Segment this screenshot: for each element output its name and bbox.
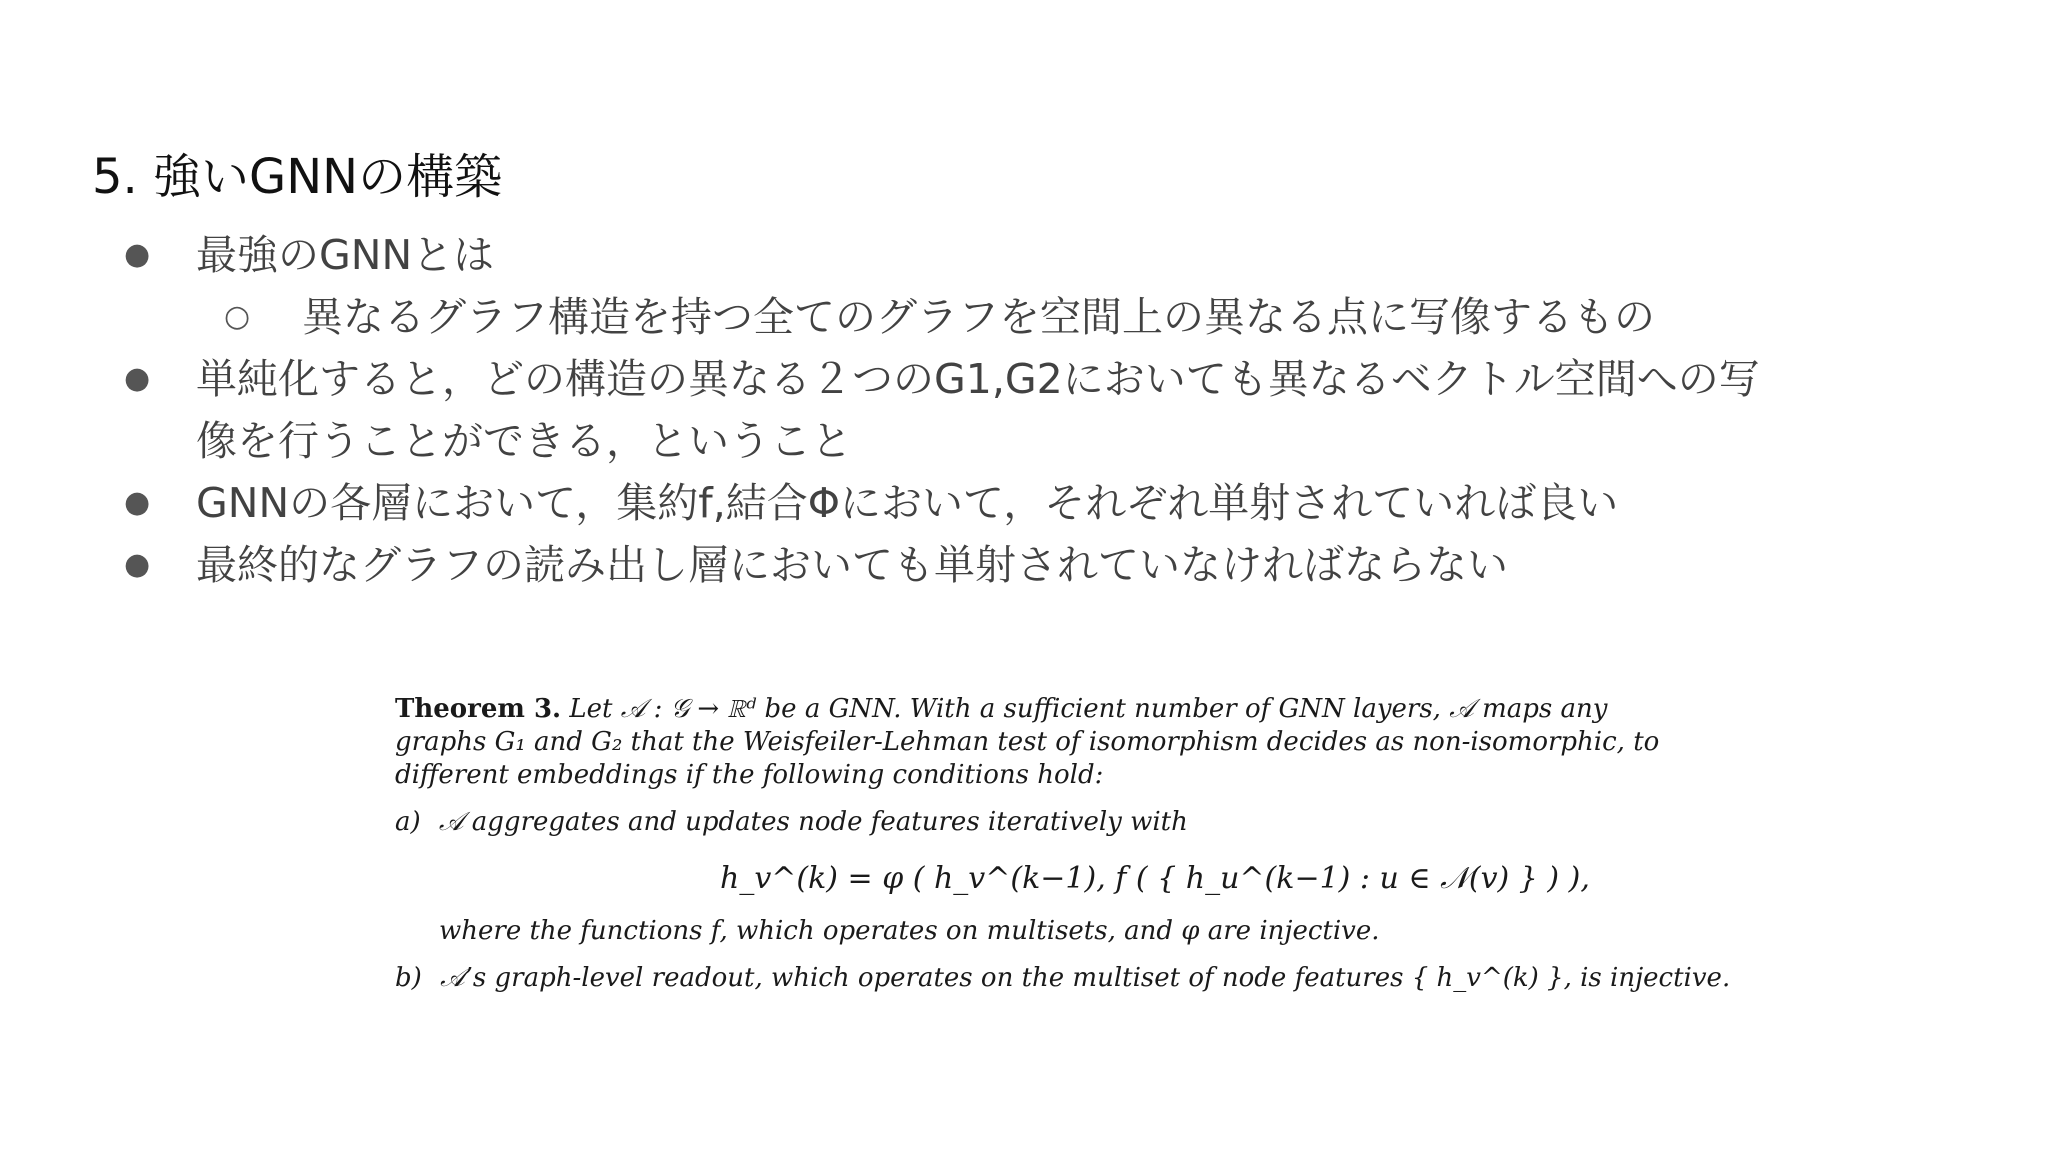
bullet-item: [0, 472, 2048, 534]
condition-b: [395, 962, 1731, 995]
condition-a-text: 𝒜 aggregates and updates node features iteratively with: [438, 807, 1188, 837]
slide-title: 5. 強いGNNの構築: [92, 149, 503, 205]
theorem-line-3: different embeddings if the following conditions hold:: [395, 760, 1104, 790]
sub-bullet-item: [0, 286, 2048, 348]
condition-a-label: a): [395, 807, 421, 837]
theorem-line-1: [395, 693, 1635, 726]
update-equation: h_v^(k) = φ ( h_v^(k−1), f ( { h_u^(k−1) : u ∈ 𝒩(v) } ) ),: [720, 861, 1590, 896]
theorem-heading: Theorem 3.: [395, 694, 562, 724]
bullet-text-line-2: 像を行うことができる，ということ: [196, 417, 852, 465]
sub-bullet-marker: ○: [224, 299, 251, 334]
bullet-marker: ●: [124, 237, 151, 272]
bullet-text-line-1: 単純化すると，どの構造の異なる２つのG1,G2においても異なるベクトル空間への写: [196, 355, 1760, 403]
bullet-item: [0, 224, 2048, 286]
condition-a: [395, 806, 1635, 839]
condition-b-label: b): [395, 963, 422, 993]
theorem-statement: Let 𝒜 : 𝒢 → ℝᵈ be a GNN. With a sufficient number of GNN layers, 𝒜 maps any: [569, 694, 1608, 724]
theorem-figure: [395, 693, 1731, 995]
bullet-marker: ●: [124, 361, 151, 396]
bullet-marker: ●: [124, 547, 151, 582]
condition-b-text: 𝒜’s graph-level readout, which operates on the multiset of node features { h_v^(k) }, is injective.: [440, 963, 1731, 993]
bullet-text: 最終的なグラフの読み出し層においても単射されていなければならない: [196, 541, 1508, 589]
theorem-line-2: graphs G₁ and G₂ that the Weisfeiler-Lehman test of isomorphism decides as non-isomorphic, to: [395, 727, 1660, 757]
bullet-list: [0, 224, 2048, 596]
bullet-item: [0, 348, 2048, 472]
bullet-text: 最強のGNNとは: [196, 231, 495, 279]
sub-bullet-text: 異なるグラフ構造を持つ全てのグラフを空間上の異なる点に写像するもの: [302, 293, 1655, 341]
bullet-item: [0, 534, 2048, 596]
equation-where-clause: where the functions f, which operates on multisets, and φ are injective.: [439, 916, 1380, 946]
bullet-text: GNNの各層において，集約f,結合Φにおいて，それぞれ単射されていれば良い: [196, 479, 1619, 527]
bullet-marker: ●: [124, 485, 151, 520]
